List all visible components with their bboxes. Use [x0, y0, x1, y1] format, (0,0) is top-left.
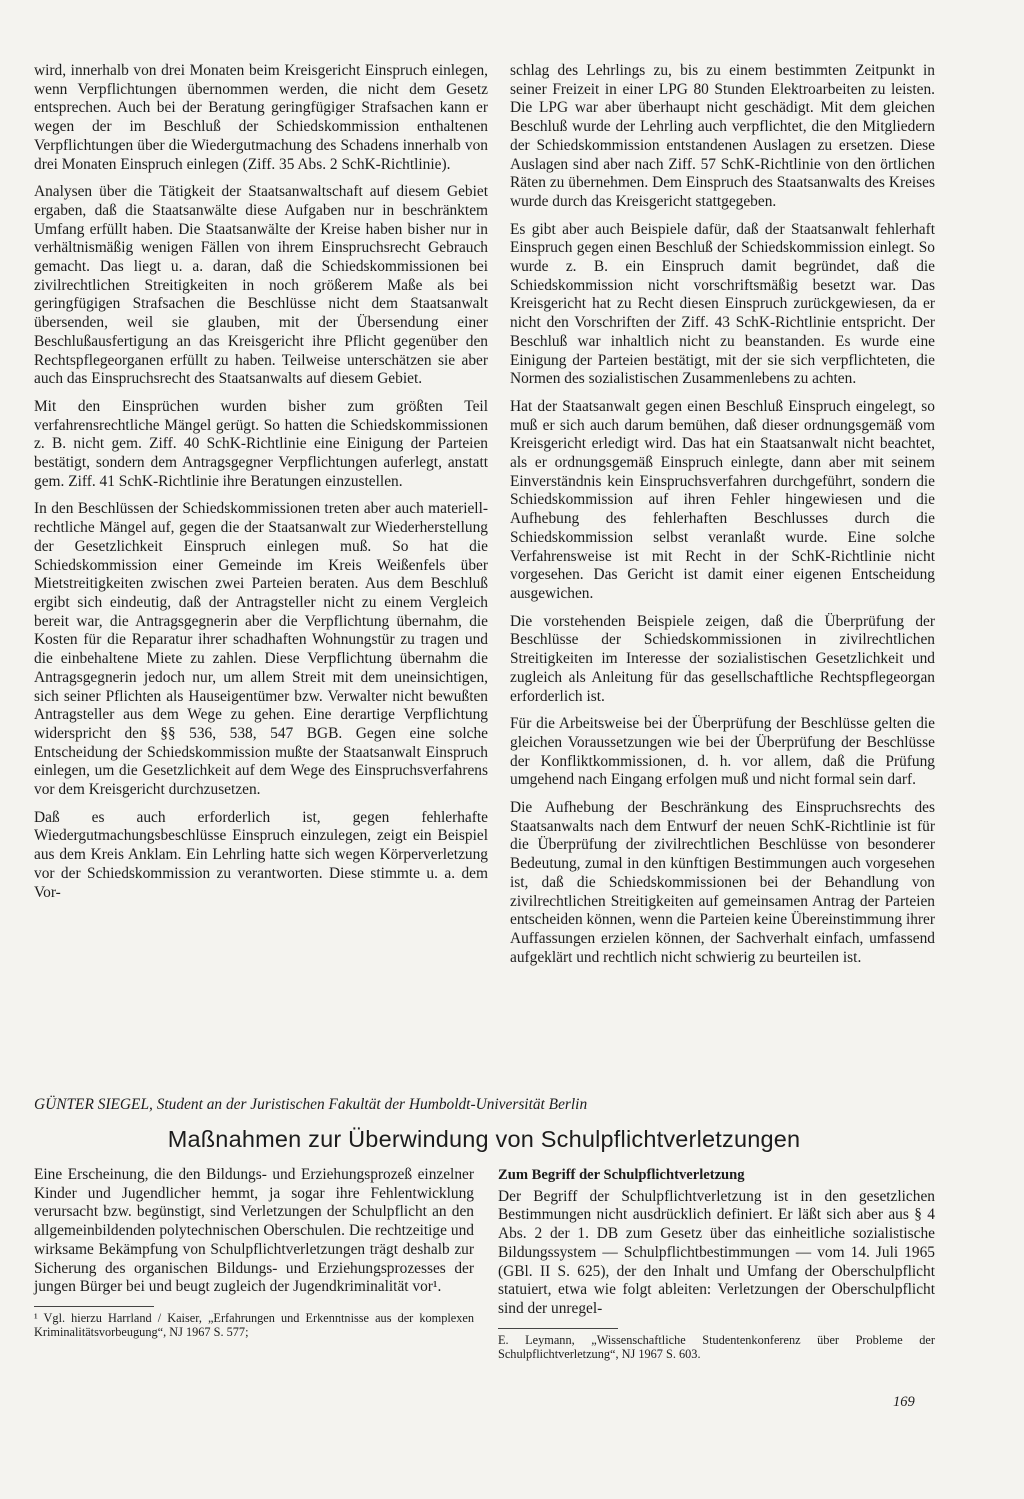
paragraph: Analysen über die Tätigkeit der Staatsanwaltschaft auf diesem Gebiet ergaben, daß die Staatsanwälte diese Aufgaben nur in beschränktem Umfang erfüllt haben. Die Staatsanwälte der Kreise haben bisher nur in verhältnismäßig wenigen Fällen von ihrem Einspruchsrecht Gebrauch gemacht. Das liegt u. a. daran, daß die Schiedskommissionen bei zivilrechtlichen Streitigkeiten in noch größerem Maße als bei geringfügigen Strafsachen die Beschlüsse nicht dem Staatsanwalt übersenden, weil sie glauben, mit der Übersendung einer Beschlußausfertigung an das Kreisgericht ihre Pflicht gegenüber den Rechtspflegeorganen erfüllt zu haben. Teilweise unterschätzen sie aber auch das Einspruchsrecht des Staatsanwalts auf diesem Gebiet.	[34, 183, 488, 388]
footnote: E. Leymann, „Wissenschaftliche Studentenkonferenz über Probleme der Schulpflichtverletzung“, NJ 1967 S. 603.	[498, 1332, 935, 1362]
paragraph: In den Beschlüssen der Schiedskommissionen treten aber auch materiell-rechtliche Mängel auf, gegen die der Staatsanwalt zur Wiederherstellung der Gesetzlichkeit Einspruch einlegen muß. So hat die Schiedskommission einer Gemeinde im Kreis Weißenfels über Mietstreitigkeiten zwischen zwei Parteien beraten. Aus dem Beschluß ergibt sich eindeutig, daß der Antragsteller nicht zu einem Vergleich bereit war, die Antragsgegnerin aber die Verpflichtung übernahm, die Kosten für die Reparatur ihrer schadhaften Wohnungstür zu tragen und die einbehaltene Miete zu zahlen. Diese Verpflichtung übernahm die Antragsgegnerin jedoch nur, um allem Streit mit dem uneinsichtigen, sich seiner Pflichten als Hauseigentümer bzw. Verwalter nicht bewußten Antragsteller aus dem Wege zu gehen. Eine derartige Verpflichtung widerspricht den §§ 536, 538, 547 BGB. Gegen eine solche Entscheidung der Schiedskommission mußte der Staatsanwalt Einspruch einlegen, um die Gesetzlichkeit auf dem Wege des Einspruchsverfahrens vor dem Kreisgericht durchzusetzen.	[34, 500, 488, 799]
right-column-top	[510, 62, 935, 976]
paragraph: Die Aufhebung der Beschränkung des Einspruchsrechts des Staatsanwalts nach dem Entwurf der neuen SchK-Richtlinie ist für die Überprüfung der zivilrechtlichen Beschlüsse von besonderer Bedeutung, zumal in den künftigen Bestimmungen auch vorgesehen ist, daß die Schiedskommissionen bei der Behandlung von zivilrechtlichen Streitigkeiten auf gemeinsamen Antrag der Parteien entscheiden können, wenn die Parteien keine Übereinstimmung ihrer Auffassungen erzielen können, der Sachverhalt einfach, umfassend aufgeklärt und rechtlich nicht schwierig zu beurteilen ist.	[510, 799, 935, 966]
paragraph: Mit den Einsprüchen wurden bisher zum größten Teil verfahrensrechtliche Mängel gerügt. So hatten die Schiedskommissionen z. B. nicht gem. Ziff. 40 SchK-Richtlinie eine Einigung der Parteien bestätigt, sondern dem Antragsgegner Verpflichtungen auferlegt, anstatt gem. Ziff. 41 SchK-Richtlinie ihre Beratungen einzustellen.	[34, 397, 488, 490]
footnote-divider	[498, 1328, 618, 1329]
paragraph: Eine Erscheinung, die den Bildungs- und Erziehungsprozeß einzelner Kinder und Jugendlicher hemmt, ja sogar ihre Fehlentwicklung verursacht bzw. begünstigt, sind Verletzungen der Schulpflicht an den allgemeinbildenden polytechnischen Oberschulen. Die rechtzeitige und wirksame Bekämpfung von Schulpflichtverletzungen trägt deshalb zur Sicherung des organischen Bildungs- und Erziehungsprozesses der jungen Bürger bei und beugt zugleich der Jugendkriminalität vor¹.	[34, 1166, 474, 1296]
paragraph: wird, innerhalb von drei Monaten beim Kreisgericht Einspruch einlegen, wenn Verpflichtungen übernommen werden, die nicht dem Gesetz entsprechen. Auch bei der Beratung geringfügiger Strafsachen kann er wegen der im Beschluß der Schiedskommission enthaltenen Verpflichtungen über die Wiedergutmachung des Schadens innerhalb von drei Monaten Einspruch einlegen (Ziff. 35 Abs. 2 SchK-Richtlinie).	[34, 62, 488, 173]
author-line: GÜNTER SIEGEL, Student an der Juristischen Fakultät der Humboldt-Universität Berlin	[34, 1096, 588, 1113]
left-column-top	[34, 62, 488, 911]
article-title: Maßnahmen zur Überwindung von Schulpflichtverletzungen	[167, 1126, 801, 1152]
section-subheading: Zum Begriff der Schulpflichtverletzung	[498, 1167, 745, 1183]
paragraph: Der Begriff der Schulpflichtverletzung ist in den gesetzlichen Bestimmungen nicht ausdrücklich definiert. Er läßt sich aber aus § 4 Abs. 2 der 1. DB zum Gesetz über das einheitliche sozialistische Bildungssystem — Schulpflichtbestimmungen — vom 14. Juli 1965 (GBl. II S. 625), der den Inhalt und Umfang der Oberschulpflicht statuiert, etwa wie folgt ableiten: Verletzungen der Oberschulpflicht sind der unregel-	[498, 1187, 935, 1317]
left-column-bottom	[34, 1166, 474, 1340]
paragraph: Daß es auch erforderlich ist, gegen fehlerhafte Wiedergutmachungsbeschlüsse Einspruch einzulegen, zeigt ein Beispiel aus dem Kreis Anklam. Ein Lehrling hatte sich wegen Körperverletzung vor der Schiedskommission zu verantworten. Diese stimmte u. a. dem Vor-	[34, 808, 488, 901]
footnote-divider	[34, 1306, 154, 1307]
footnote: ¹ Vgl. hierzu Harrland / Kaiser, „Erfahrungen und Erkenntnisse aus der komplexen Kriminalitätsvorbeugung“, NJ 1967 S. 577;	[34, 1310, 474, 1340]
page-number: 169	[893, 1394, 915, 1410]
paragraph: Für die Arbeitsweise bei der Überprüfung der Beschlüsse gelten die gleichen Voraussetzungen wie bei der Überprüfung der Beschlüsse der Konfliktkommissionen, d. h. vor allem, daß die Prüfung umgehend nach Eingang erfolgen muß und nicht formal sein darf.	[510, 715, 935, 789]
paragraph: Es gibt aber auch Beispiele dafür, daß der Staatsanwalt fehlerhaft Einspruch gegen einen Beschluß der Schiedskommission einlegt. So wurde z. B. ein Einspruch damit begründet, daß die Schiedskommission nicht vorschriftsmäßig besetzt war. Das Kreisgericht hat zu Recht diesen Einspruch zurückgewiesen, da er nicht den Vorschriften der Ziff. 43 SchK-Richtlinie entspricht. Der Beschluß war inhaltlich nicht zu beanstanden. Es wurde eine Einigung der Parteien bestätigt, mit der sie sich verpflichteten, die Normen des sozialistischen Zusammenlebens zu achten.	[510, 220, 935, 388]
paragraph: Hat der Staatsanwalt gegen einen Beschluß Einspruch eingelegt, so muß er sich auch darum bemühen, daß dieser ordnungsgemäß vom Kreisgericht erledigt wird. Das hat ein Staatsanwalt nicht beachtet, als er ordnungsgemäß Einspruch einlegte, dann aber mit seinem Einverständnis kein Einspruchsverfahren durchgeführt, sondern die Schiedskommission auf ihren Fehler hingewiesen und die Aufhebung des fehlerhaften Beschlusses durch die Schiedskommission selbst veranlaßt wurde. Eine solche Verfahrensweise ist mit Recht in der SchK-Richtlinie nicht vorgesehen. Das Gericht ist damit einer eigenen Entscheidung ausgewichen.	[510, 397, 935, 602]
paragraph: schlag des Lehrlings zu, bis zu einem bestimmten Zeitpunkt in seiner Freizeit in einer LPG 80 Stunden Elektroarbeiten zu leisten. Die LPG war aber überhaupt nicht geschädigt. Mit dem gleichen Beschluß wurde der Lehrling auch verpflichtet, die den Mitgliedern der Schiedskommission entstandenen Auslagen zu ersetzen. Diese Auslagen sind aber nach Ziff. 57 SchK-Richtlinie von den örtlichen Räten zu übernehmen. Dem Einspruch des Staatsanwalts des Kreises wurde durch das Kreisgericht stattgegeben.	[510, 62, 935, 210]
paragraph: Die vorstehenden Beispiele zeigen, daß die Überprüfung der Beschlüsse der Schiedskommissionen in zivilrechtlichen Streitigkeiten im Interesse der sozialistischen Gesetzlichkeit und zugleich als Anleitung für das gesellschaftliche Rechtspflegeorgan erforderlich ist.	[510, 612, 935, 705]
right-column-bottom	[498, 1166, 935, 1362]
